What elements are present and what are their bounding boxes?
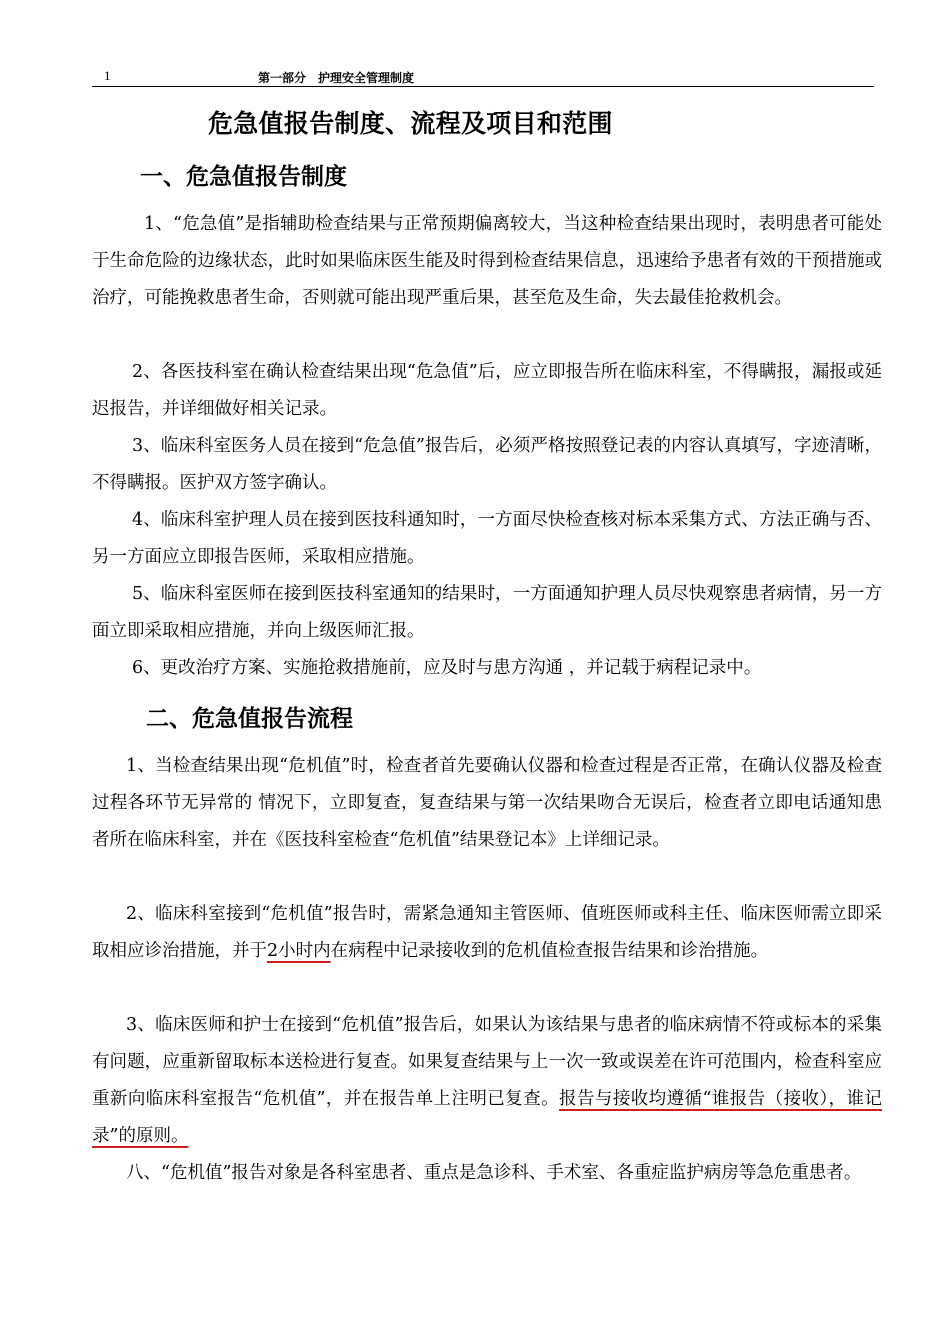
paragraph-2-8: 八、“危机值”报告对象是各科室患者、重点是急诊科、手术室、各重症监护病房等急危重患者。	[126, 1163, 862, 1183]
paragraph-1-3: 3、临床科室医务人员在接到“危急值”报告后，必须严格按照登记表的内容认真填写，字迹清晰，不得瞒报。医护双方签字确认。	[92, 436, 882, 493]
paragraph-1-4: 4、临床科室护理人员在接到医技科通知时，一方面尽快检查核对标本采集方式、方法正确与否、另一方面应立即报告医师，采取相应措施。	[92, 510, 882, 567]
paragraph-2-3	[92, 1007, 882, 1155]
paragraph-2-3-text: 3、临床医师和护士在接到“危机值”报告后，如果认为该结果与患者的临床病情不符或标本的采集有问题，应重新留取标本送检进行复查。如果复查结果与上一次一致或误差在许可范围内，检查科室应重新向临床科室报告“危机值”，并在报告单上注明已复查。	[92, 1015, 882, 1109]
section2-heading: 二、危急值报告流程	[146, 706, 353, 732]
underlined-time-limit: 2小时内	[267, 941, 331, 961]
page-header	[92, 66, 874, 87]
paragraph-2-1: 1、当检查结果出现“危机值”时，检查者首先要确认仪器和检查过程是否正常，在确认仪器及检查过程各环节无异常的 情况下，立即复查，复查结果与第一次结果吻合无误后，检查者立即电话通知患者所在临床科室，并在《医技科室检查“危机值”结果登记本》上详细记录。	[92, 756, 882, 850]
paragraph-2-2	[92, 896, 882, 970]
document-title: 危急值报告制度、流程及项目和范围	[208, 109, 613, 138]
page-number: 1	[104, 68, 111, 83]
paragraph-1-2: 2、各医技科室在确认检查结果出现“危急值”后，应立即报告所在临床科室，不得瞒报，漏报或延迟报告，并详细做好相关记录。	[92, 362, 882, 419]
underlined-principle: 报告与接收均遵循“谁报告（接收），谁记录”的原则。	[92, 1089, 882, 1146]
paragraph-1-5: 5、临床科室医师在接到医技科室通知的结果时，一方面通知护理人员尽快观察患者病情，另一方面立即采取相应措施，并向上级医师汇报。	[92, 584, 882, 641]
section1-heading: 一、危急值报告制度	[140, 164, 347, 190]
paragraph-1-1: 1、“危急值”是指辅助检查结果与正常预期偏离较大，当这种检查结果出现时，表明患者可能处于生命危险的边缘状态，此时如果临床医生能及时得到检查结果信息，迅速给予患者有效的干预措施或治疗，可能挽救患者生命，否则就可能出现严重后果，甚至危及生命，失去最佳抢救机会。	[92, 214, 882, 308]
header-title: 第一部分 护理安全管理制度	[258, 71, 415, 85]
paragraph-2-2-text-end: 在病程中记录接收到的危机值检查报告结果和诊治措施。	[330, 941, 769, 961]
paragraph-1-6: 6、更改治疗方案、实施抢救措施前，应及时与患方沟通 ，并记载于病程记录中。	[132, 658, 762, 678]
paragraph-2-2-text: 2、临床科室接到“危机值”报告时，需紧急通知主管医师、值班医师或科主任、临床医师需立即采取相应诊治措施，并于	[92, 904, 882, 961]
